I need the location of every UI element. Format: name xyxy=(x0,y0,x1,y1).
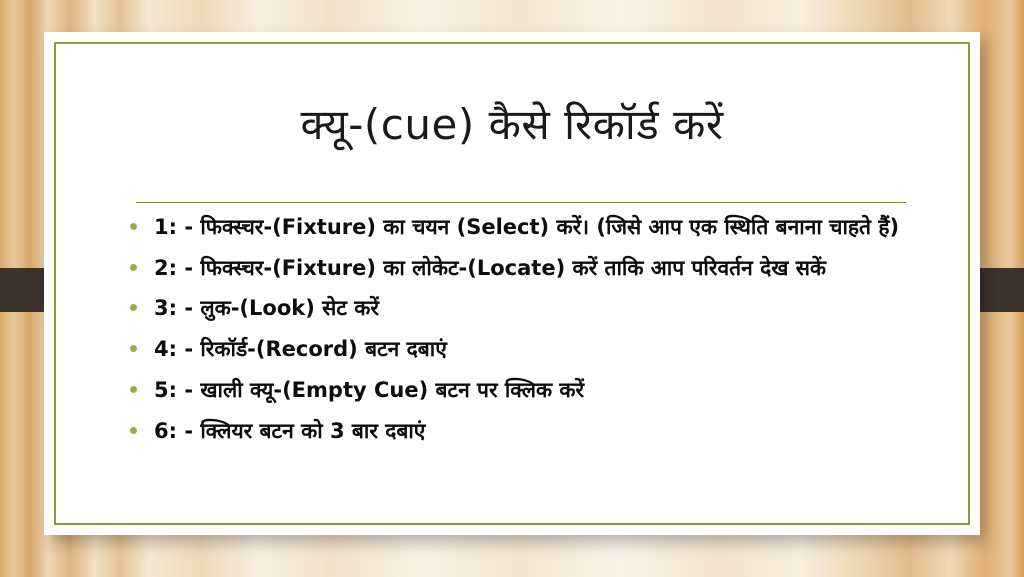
title-divider xyxy=(136,202,906,203)
bullet-dot-icon xyxy=(130,264,137,271)
list-item-text: 1: - फिक्स्चर-(Fixture) का चयन (Select) करें। (जिसे आप एक स्थिति बनाना चाहते हैं) xyxy=(154,215,900,239)
list-item xyxy=(120,418,922,446)
list-item xyxy=(120,214,922,242)
list-item xyxy=(120,295,922,323)
slide-title: क्यू-(cue) कैसे रिकॉर्ड करें xyxy=(300,100,724,149)
bullet-dot-icon xyxy=(130,223,137,230)
list-item xyxy=(120,336,922,364)
bullet-list xyxy=(120,214,922,458)
slide-card xyxy=(44,32,980,535)
list-item-text: 5: - खाली क्यू-(Empty Cue) बटन पर क्लिक करें xyxy=(154,377,585,402)
slide-card-border xyxy=(54,42,970,525)
bullet-dot-icon xyxy=(130,304,137,311)
bullet-dot-icon xyxy=(130,427,137,434)
bullet-dot-icon xyxy=(130,386,137,393)
list-item xyxy=(120,377,922,405)
list-item-text: 4: - रिकॉर्ड-(Record) बटन दबाएं xyxy=(154,337,447,362)
list-item-text: 2: - फिक्स्चर-(Fixture) का लोकेट-(Locate) करें ताकि आप परिवर्तन देख सकें xyxy=(154,255,827,280)
list-item-text: 6: - क्लियर बटन को 3 बार दबाएं xyxy=(154,418,426,443)
list-item-text: 3: - लुक-(Look) सेट करें xyxy=(154,296,379,321)
list-item xyxy=(120,255,922,283)
bullet-dot-icon xyxy=(130,345,137,352)
